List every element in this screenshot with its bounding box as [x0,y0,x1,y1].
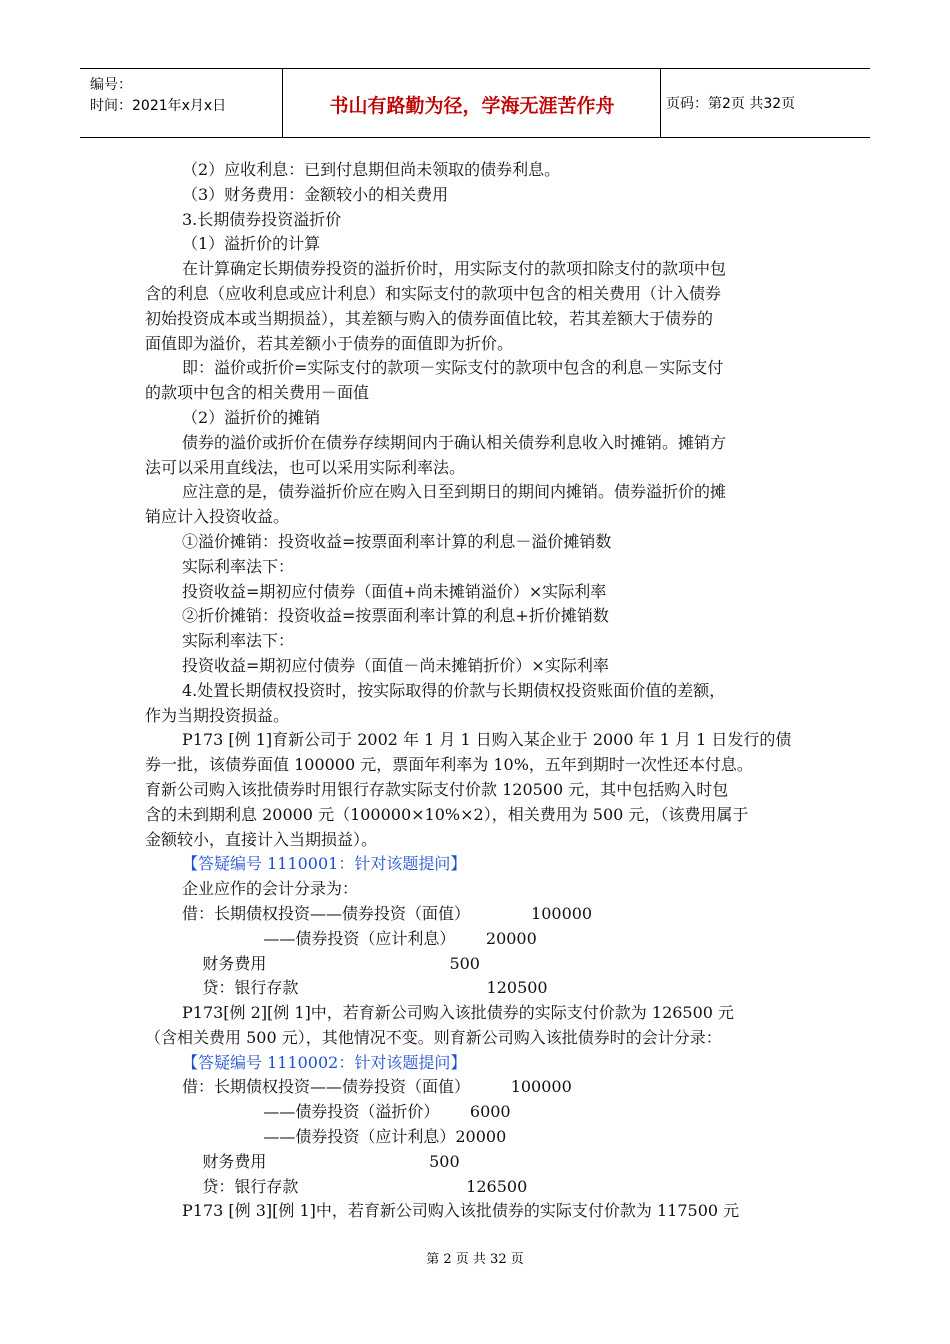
qa-link[interactable]: 【答疑编号 1110001：针对该题提问】 [182,854,467,874]
text-line: （1）溢折价的计算 [182,234,321,254]
text-line: ①溢价摊销：投资收益=按票面利率计算的利息－溢价摊销数 [182,531,612,551]
text-line: 4.处置长期债权投资时，按实际取得的价款与长期债权投资账面价值的差额， [182,680,726,700]
text-line: 企业应作的会计分录为： [182,879,359,899]
text-line: 投资收益=期初应付债券（面值+尚未摊销溢价）×实际利率 [182,581,607,601]
text-line: 券一批，该债券面值 100000 元，票面年利率为 10%，五年到期时一次性还本付息。 [145,755,753,775]
text-line: P173[例 2][例 1]中，若育新公司购入该批债券的实际支付价款为 126500 元 [182,1003,735,1023]
text-line: （3）财务费用：金额较小的相关费用 [182,184,449,204]
header-divider [660,69,661,137]
text-line: P173 [例 3][例 1]中，若育新公司购入该批债券的实际支付价款为 117500 元 [182,1201,740,1221]
document-number-label: 编号： [90,77,132,93]
header-motto: 书山有路勤为径，学海无涯苦作舟 [329,95,615,117]
text-line: ②折价摊销：投资收益=按票面利率计算的利息+折价摊销数 [182,606,609,626]
text-line: （2）溢折价的摊销 [182,407,321,427]
text-line: 在计算确定长期债券投资的溢折价时，用实际支付的款项扣除支付的款项中包 [182,259,727,279]
page-footer: 第 2 页 共 32 页 [426,1252,524,1267]
header-page-info: 页码：第2页 共32页 [666,96,796,112]
text-line: 初始投资成本或当期损益），其差额与购入的债券面值比较，若其差额大于债券的 [145,308,714,328]
text-line: ——债券投资（溢折价） 6000 [182,1102,511,1122]
text-line: （含相关费用 500 元），其他情况不变。则育新公司购入该批债券时的会计分录： [145,1027,722,1047]
text-line: 3.长期债券投资溢折价 [182,209,342,229]
text-line: 的款项中包含的相关费用－面值 [145,383,370,403]
text-line: ——债券投资（应计利息） 20000 [182,928,537,948]
text-line: 贷：银行存款 126500 [182,1176,528,1196]
text-line: 即：溢价或折价=实际支付的款项－实际支付的款项中包含的利息－实际支付 [182,358,724,378]
text-line: 投资收益=期初应付债券（面值－尚未摊销折价）×实际利率 [182,655,609,675]
qa-link[interactable]: 【答疑编号 1110002：针对该题提问】 [182,1052,467,1072]
text-line: 实际利率法下： [182,631,295,651]
document-date: 时间：2021年x月x日 [90,98,227,114]
document-body [145,158,810,1224]
header-divider [282,69,283,137]
text-line: 实际利率法下： [182,556,295,576]
page-header [80,68,870,138]
text-line: （2）应收利息：已到付息期但尚未领取的债券利息。 [182,160,561,179]
text-line: 销应计入投资收益。 [145,507,290,527]
text-line: 面值即为溢价，若其差额小于债券的面值即为折价。 [145,333,514,353]
text-line: 贷：银行存款 120500 [182,978,548,998]
text-line: 债券的溢价或折价在债券存续期间内于确认相关债券利息收入时摊销。摊销方 [182,432,727,452]
text-line: 财务费用 500 [182,953,480,973]
text-line: ——债券投资（应计利息）20000 [182,1127,507,1147]
text-line: 作为当期投资损益。 [145,705,290,725]
text-line: 法可以采用直线法，也可以采用实际利率法。 [145,457,466,477]
text-line: P173 [例 1]育新公司于 2002 年 1 月 1 日购入某企业于 2000 年 1 月 1 日发行的债 [182,730,792,750]
text-line: 金额较小，直接计入当期损益）。 [145,829,378,849]
text-line: 借：长期债权投资——债券投资（面值） 100000 [182,1077,572,1097]
text-line: 应注意的是，债券溢折价应在购入日至到期日的期间内摊销。债券溢折价的摊 [182,482,727,502]
text-line: 含的未到期利息 20000 元（100000×10%×2），相关费用为 500 元，（该费用属于 [145,804,749,824]
text-line: 育新公司购入该批债券时用银行存款实际支付价款 120500 元，其中包括购入时包 [145,779,729,799]
header-meta [90,75,226,117]
text-line: 财务费用 500 [182,1151,460,1171]
text-line: 含的利息（应收利息或应计利息）和实际支付的款项中包含的相关费用（计入债券 [145,283,722,303]
text-line: 借：长期债权投资——债券投资（面值） 100000 [182,903,593,923]
